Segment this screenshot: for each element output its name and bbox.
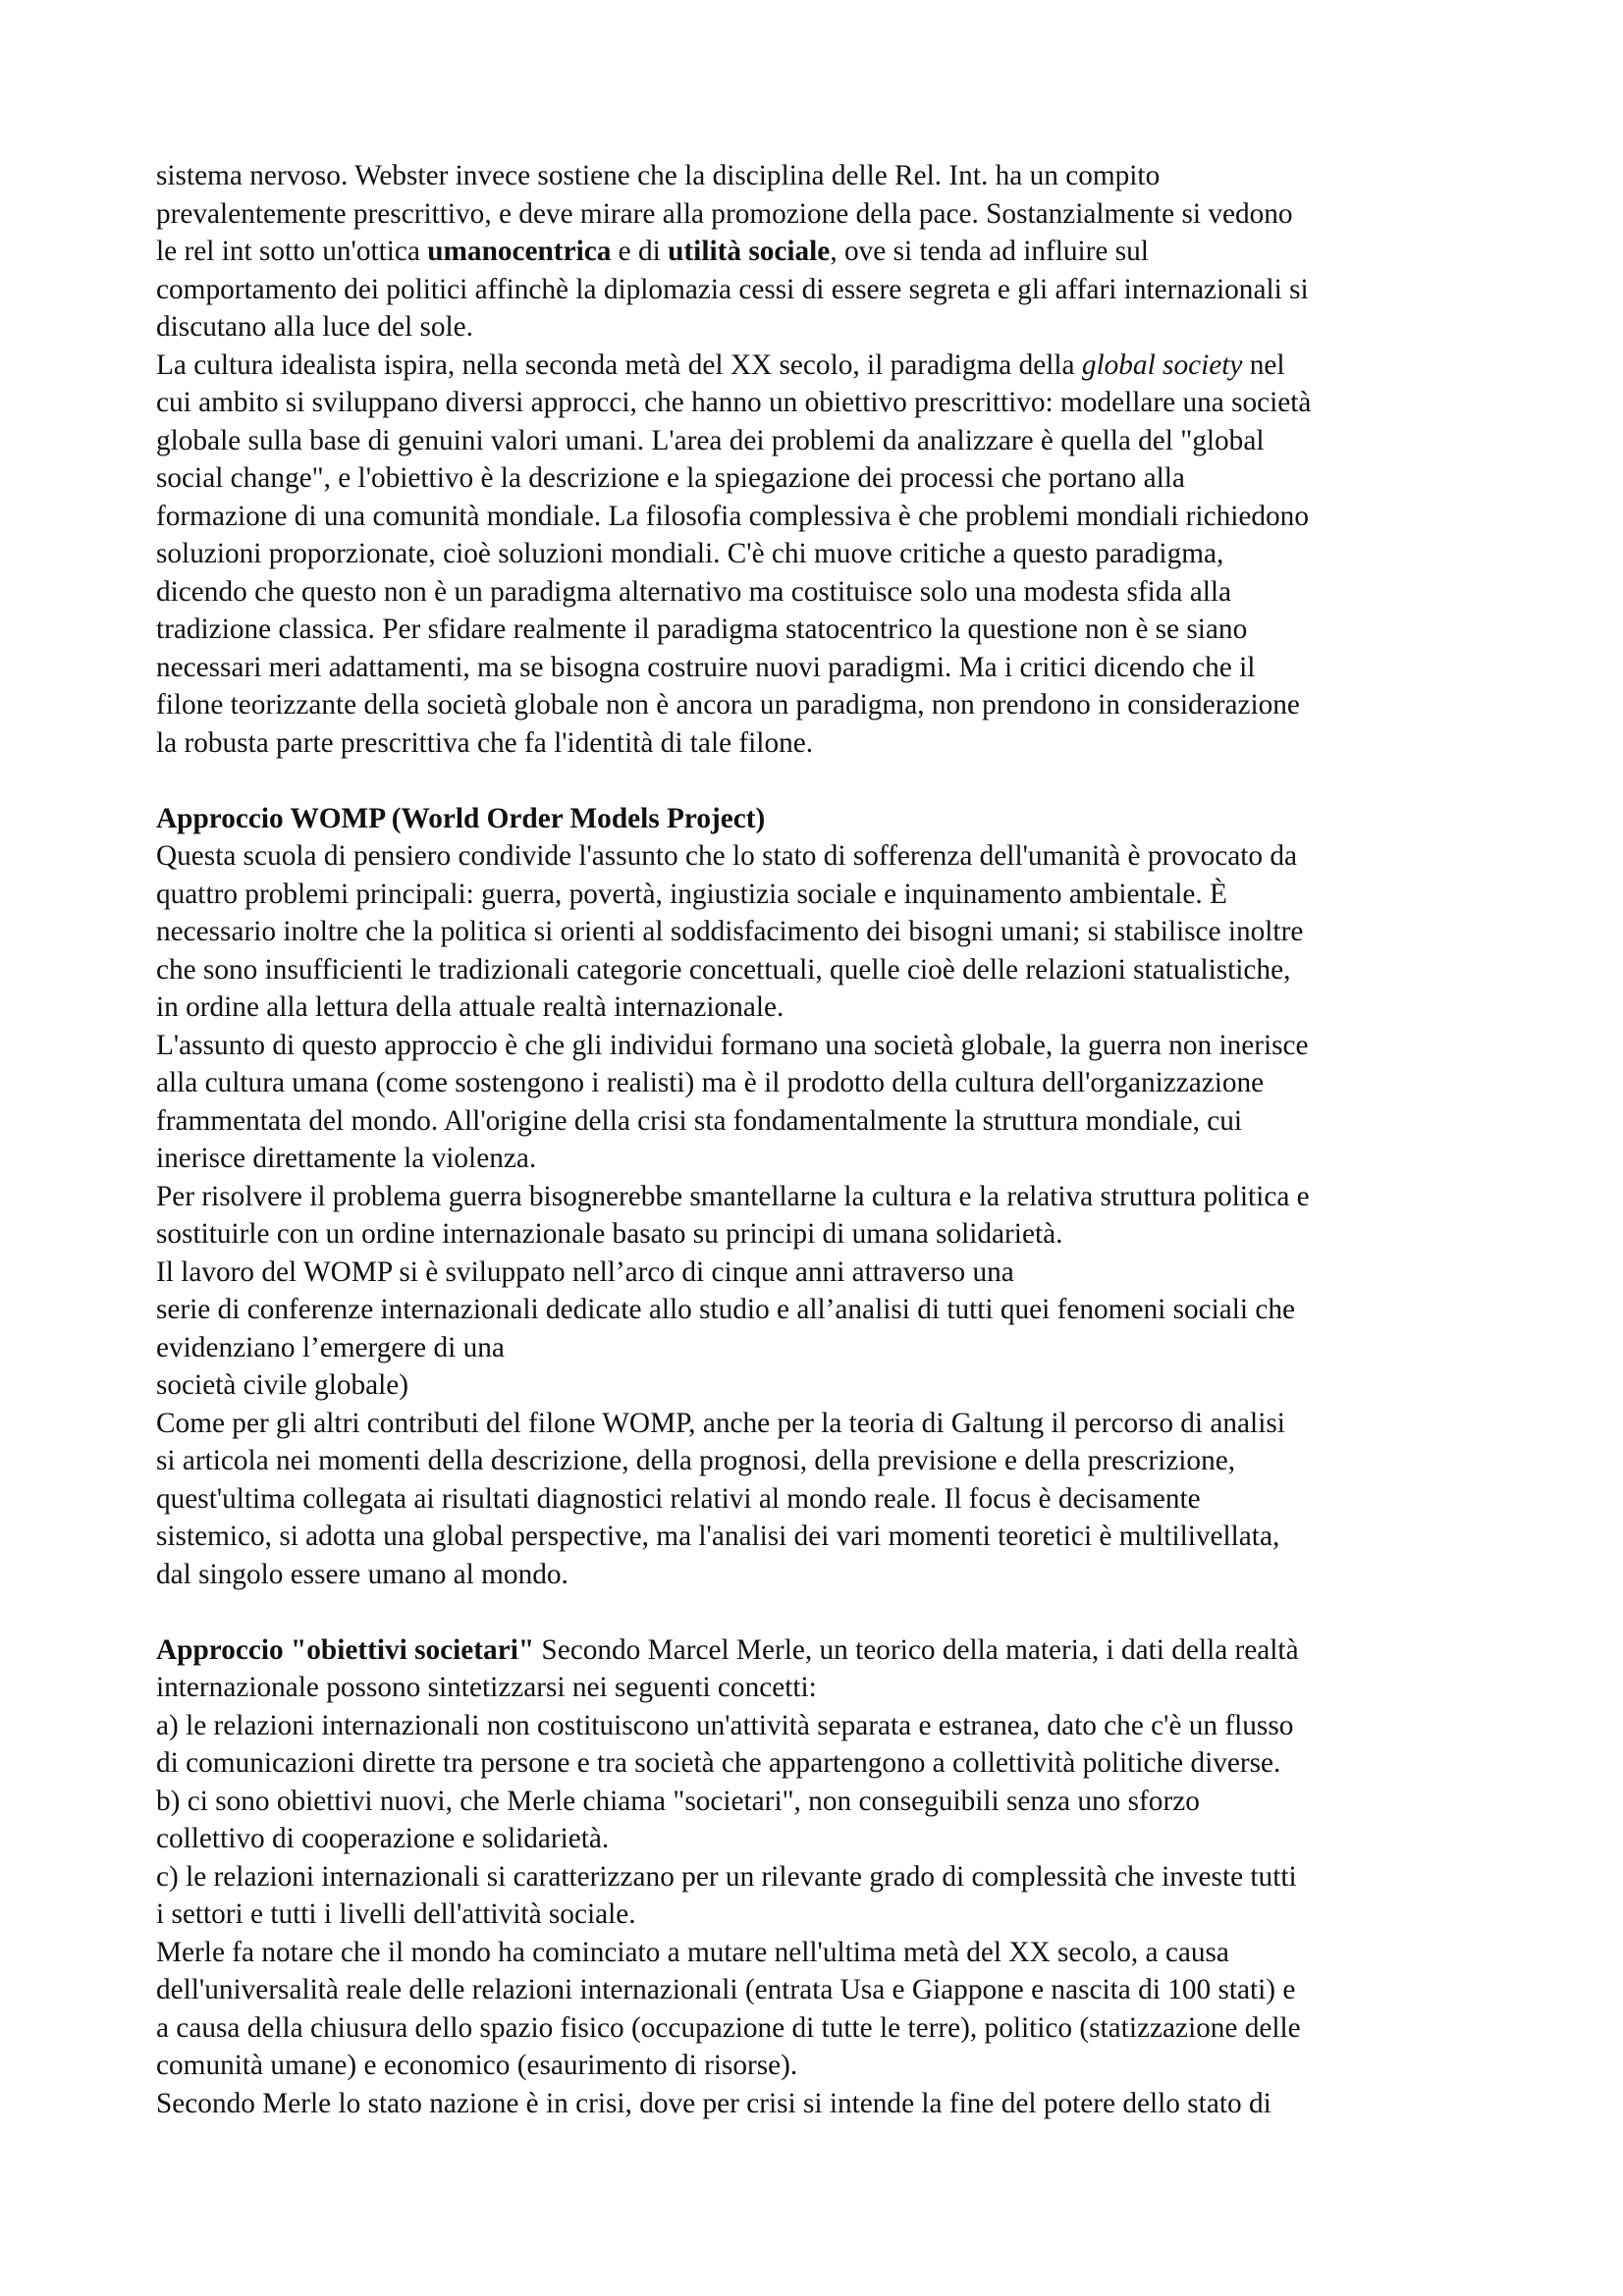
text-line: Come per gli altri contributi del filone WOMP, anche per la teoria di Galtung il percorso di analisi bbox=[156, 1407, 1285, 1439]
text-line: cui ambito si sviluppano diversi approcci, che hanno un obiettivo prescrittivo: modellare una società bbox=[156, 387, 1312, 418]
text-line: soluzioni proporzionate, cioè soluzioni mondiali. C'è chi muove critiche a questo paradigma, bbox=[156, 538, 1224, 569]
text-line: formazione di una comunità mondiale. La filosofia complessiva è che problemi mondiali richiedono bbox=[156, 500, 1309, 532]
text-run: e di bbox=[611, 236, 669, 267]
text-line: in ordine alla lettura della attuale realtà internazionale. bbox=[156, 991, 784, 1023]
bold-term-umanocentrica: umanocentrica bbox=[427, 236, 612, 267]
text-run: La cultura idealista ispira, nella seconda metà del XX secolo, il paradigma della bbox=[156, 348, 1082, 381]
italic-term-global-society: global society bbox=[1081, 348, 1243, 381]
text-line: Per risolvere il problema guerra bisognerebbe smantellarne la cultura e la relativa struttura politica e bbox=[156, 1180, 1310, 1212]
text-line: filone teorizzante della società globale non è ancora un paradigma, non prendono in considerazione bbox=[156, 689, 1300, 721]
text-line: società civile globale) bbox=[156, 1369, 409, 1401]
paragraph-spacer bbox=[156, 762, 1491, 800]
heading-text: Approccio "obiettivi societari" bbox=[156, 1633, 535, 1666]
intro-paragraph bbox=[156, 157, 1491, 762]
text-line: collettivo di cooperazione e solidarietà. bbox=[156, 1823, 610, 1854]
text-line: sistema nervoso. Webster invece sostiene che la disciplina delle Rel. Int. ha un compito bbox=[156, 160, 1161, 191]
text-line: dicendo che questo non è un paradigma alternativo ma costituisce solo una modesta sfida alla bbox=[156, 575, 1232, 608]
text-line: Il lavoro del WOMP si è sviluppato nell’arco di cinque anni attraverso una bbox=[156, 1255, 1014, 1288]
societari-section bbox=[156, 1631, 1491, 2123]
text-line: sostituirle con un ordine internazionale basato su principi di umana solidarietà. bbox=[156, 1218, 1063, 1250]
text-line: b) ci sono obiettivi nuovi, che Merle chiama "societari", non conseguibili senza uno sforzo bbox=[156, 1785, 1200, 1817]
text-line: dell'universalità reale delle relazioni internazionali (entrata Usa e Giappone e nascita di 100 stati) e bbox=[156, 1974, 1296, 2005]
text-line: a) le relazioni internazionali non costituiscono un'attività separata e estranea, dato che c'è un flusso bbox=[156, 1709, 1294, 1741]
text-line: internazionale possono sintetizzarsi nei seguenti concetti: bbox=[156, 1672, 817, 1703]
text-line bbox=[156, 347, 1491, 385]
text-line: inerisce direttamente la violenza. bbox=[156, 1143, 537, 1174]
text-line: comunità umane) e economico (esaurimento di risorse). bbox=[156, 2050, 798, 2081]
text-line: i settori e tutti i livelli dell'attività sociale. bbox=[156, 1898, 636, 1930]
section-heading bbox=[156, 1631, 1491, 1670]
text-line bbox=[156, 233, 1491, 271]
text-line: discutano alla luce del sole. bbox=[156, 311, 473, 343]
text-line: Merle fa notare che il mondo ha cominciato a mutare nell'ultima metà del XX secolo, a causa bbox=[156, 1936, 1229, 1968]
text-line: Questa scuola di pensiero condivide l'assunto che lo stato di sofferenza dell'umanità è provocato da bbox=[156, 840, 1298, 872]
text-run: nel bbox=[1242, 348, 1285, 381]
text-run: Secondo Marcel Merle, un teorico della materia, i dati della realtà bbox=[534, 1633, 1299, 1666]
paragraph-spacer bbox=[156, 1593, 1491, 1631]
text-line: L'assunto di questo approccio è che gli individui formano una società globale, la guerra non inerisce bbox=[156, 1029, 1309, 1061]
text-line: che sono insufficienti le tradizionali categorie concettuali, quelle cioè delle relazioni statualistiche, bbox=[156, 953, 1291, 986]
text-run: le rel int sotto un'ottica bbox=[156, 236, 428, 267]
text-line: necessario inoltre che la politica si orienti al soddisfacimento dei bisogni umani; si stabilisce inoltre bbox=[156, 916, 1304, 947]
text-line: di comunicazioni dirette tra persone e tra società che appartengono a collettività politiche diverse. bbox=[156, 1747, 1281, 1779]
text-line: frammentata del mondo. All'origine della crisi sta fondamentalmente la struttura mondiale, cui bbox=[156, 1104, 1243, 1137]
text-line: alla cultura umana (come sostengono i realisti) ma è il prodotto della cultura dell'organizzazione bbox=[156, 1067, 1265, 1098]
text-line: tradizione classica. Per sfidare realmente il paradigma statocentrico la questione non è se siano bbox=[156, 614, 1248, 645]
text-line: sistemico, si adotta una global perspective, ma l'analisi dei vari momenti teoretici è multilivellata, bbox=[156, 1521, 1280, 1552]
text-line: si articola nei momenti della descrizione, della prognosi, della previsione e della prescrizione, bbox=[156, 1445, 1236, 1476]
text-line: c) le relazioni internazionali si caratterizzano per un rilevante grado di complessità che investe tutti bbox=[156, 1860, 1297, 1893]
text-line: a causa della chiusura dello spazio fisico (occupazione di tutte le terre), politico (statizzazione delle bbox=[156, 2011, 1301, 2044]
text-line: dal singolo essere umano al mondo. bbox=[156, 1558, 568, 1590]
text-line: evidenziano l’emergere di una bbox=[156, 1331, 505, 1363]
section-heading bbox=[156, 800, 1491, 838]
text-line: prevalentemente prescrittivo, e deve mirare alla promozione della pace. Sostanzialmente si vedono bbox=[156, 197, 1293, 230]
text-line: quattro problemi principali: guerra, povertà, ingiustizia sociale e inquinamento ambientale. È bbox=[156, 878, 1227, 910]
text-line: social change", e l'obiettivo è la descrizione e la spiegazione dei processi che portano alla bbox=[156, 462, 1185, 494]
bold-term-utilita-sociale: utilità sociale bbox=[668, 236, 831, 267]
womp-section bbox=[156, 800, 1491, 1594]
text-line: necessari meri adattamenti, ma se bisogna costruire nuovi paradigmi. Ma i critici dicendo che il bbox=[156, 651, 1256, 683]
text-line: quest'ultima collegata ai risultati diagnostici relativi al mondo reale. Il focus è decisamente bbox=[156, 1482, 1201, 1515]
text-line: comportamento dei politici affinchè la diplomazia cessi di essere segreta e gli affari internazionali si bbox=[156, 273, 1309, 305]
text-line: Secondo Merle lo stato nazione è in crisi, dove per crisi si intende la fine del potere dello stato di bbox=[156, 2087, 1271, 2119]
document-page bbox=[156, 157, 1491, 2122]
text-line: globale sulla base di genuini valori umani. L'area dei problemi da analizzare è quella del "global bbox=[156, 424, 1265, 456]
text-line: la robusta parte prescrittiva che fa l'identità di tale filone. bbox=[156, 726, 814, 759]
text-run: , ove si tenda ad influire sul bbox=[830, 236, 1149, 267]
heading-text: Approccio WOMP (World Order Models Project) bbox=[156, 802, 766, 834]
text-line: serie di conferenze internazionali dedicate allo studio e all’analisi di tutti quei fenomeni sociali che bbox=[156, 1294, 1296, 1325]
